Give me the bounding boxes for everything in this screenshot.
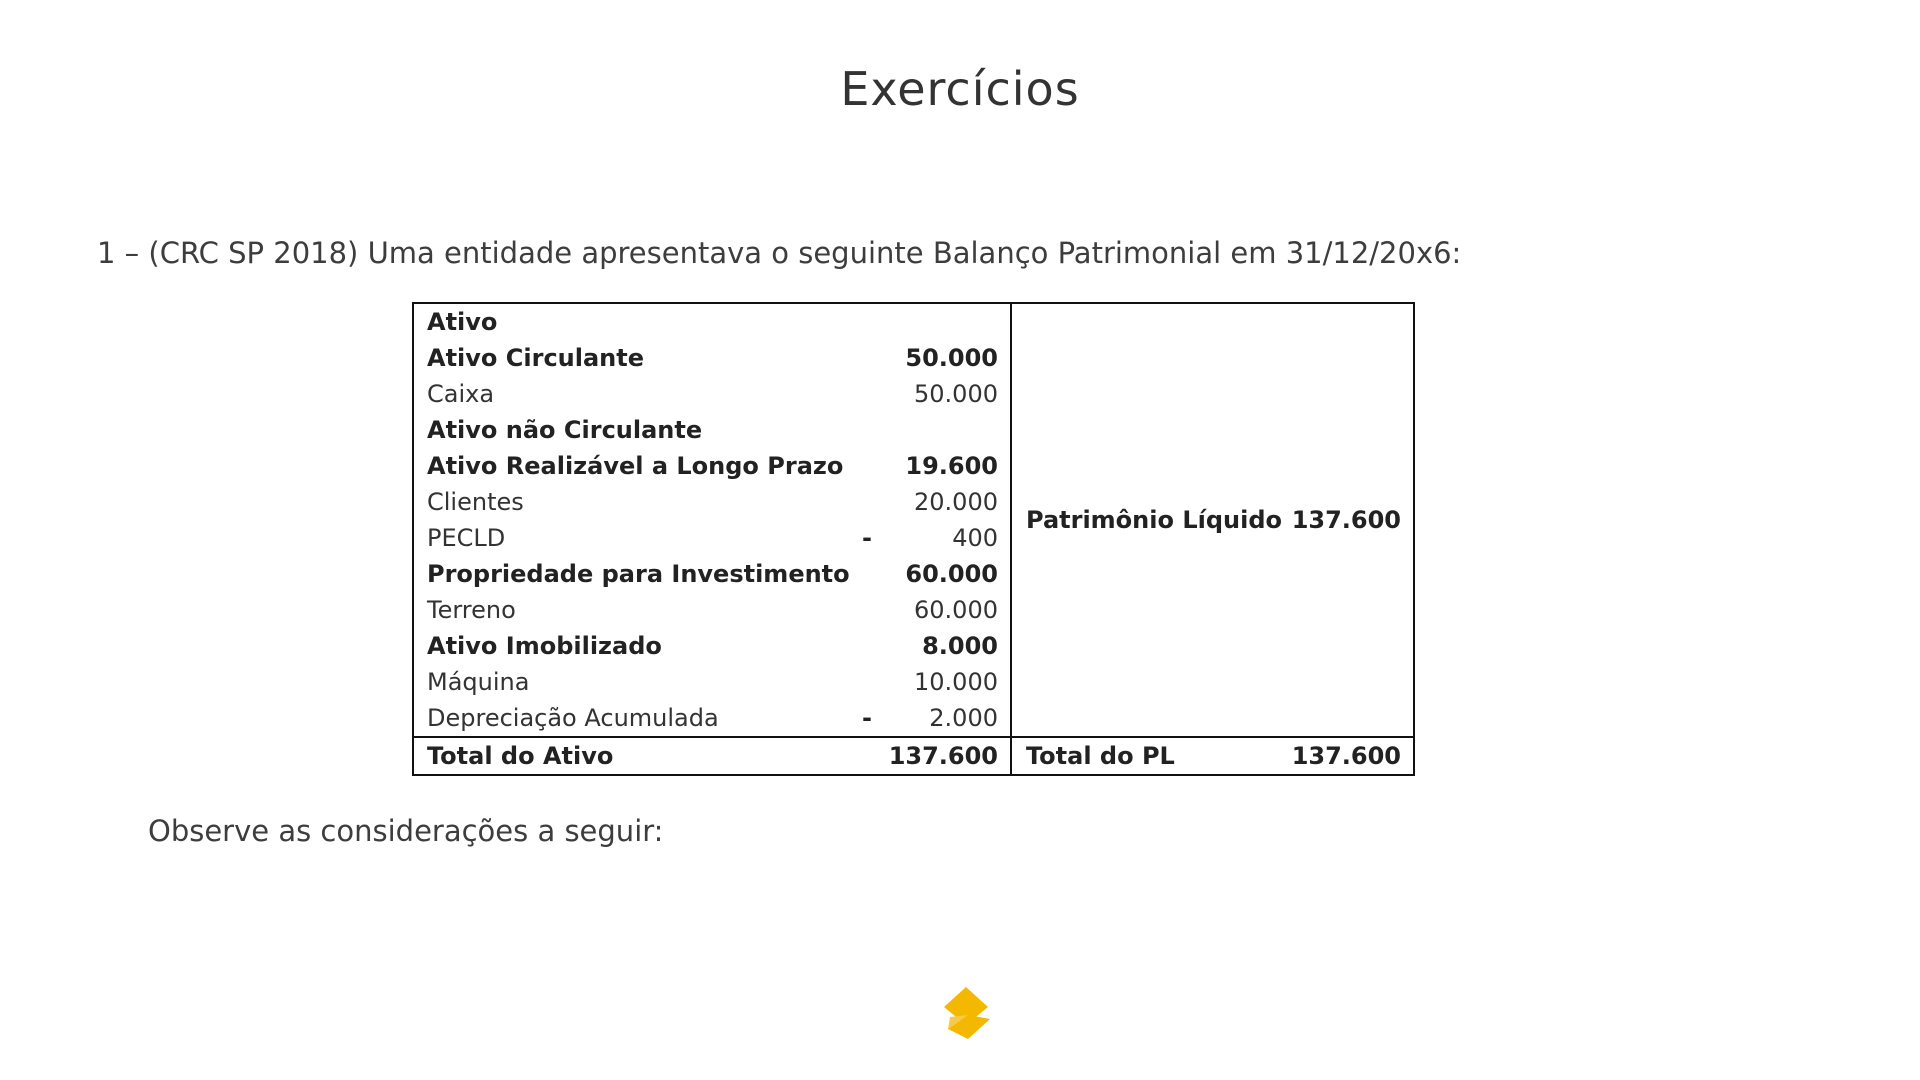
row-sign xyxy=(851,556,883,592)
row-sign xyxy=(851,448,883,484)
row-value: 60.000 xyxy=(883,556,1011,592)
row-value: 60.000 xyxy=(883,592,1011,628)
row-value: 2.000 xyxy=(883,700,1011,737)
table-row xyxy=(413,303,1414,340)
total-pl-label: Total do PL xyxy=(1011,737,1290,775)
question-text: 1 – (CRC SP 2018) Uma entidade apresentava o seguinte Balanço Patrimonial em 31/12/20x6: xyxy=(97,236,1462,270)
row-label: Ativo xyxy=(413,303,851,340)
total-assets-sign xyxy=(851,737,883,775)
row-label: Caixa xyxy=(413,376,851,412)
diamond-logo-icon xyxy=(938,985,994,1041)
row-label: PECLD xyxy=(413,520,851,556)
row-label: Depreciação Acumulada xyxy=(413,700,851,737)
row-value: 19.600 xyxy=(883,448,1011,484)
row-label: Ativo Imobilizado xyxy=(413,628,851,664)
row-sign xyxy=(851,664,883,700)
equity-label: Patrimônio Líquido xyxy=(1011,303,1290,737)
row-sign: - xyxy=(862,524,872,552)
row-value xyxy=(883,303,1011,340)
row-sign: - xyxy=(862,704,872,732)
row-label: Ativo não Circulante xyxy=(413,412,851,448)
row-sign xyxy=(851,628,883,664)
row-label: Clientes xyxy=(413,484,851,520)
row-value: 20.000 xyxy=(883,484,1011,520)
row-value: 8.000 xyxy=(883,628,1011,664)
row-label: Ativo Circulante xyxy=(413,340,851,376)
row-sign xyxy=(851,484,883,520)
totals-row xyxy=(413,737,1414,775)
row-sign xyxy=(851,303,883,340)
row-sign xyxy=(851,376,883,412)
row-sign xyxy=(851,592,883,628)
total-assets-value: 137.600 xyxy=(883,737,1011,775)
row-sign xyxy=(851,340,883,376)
total-assets-label: Total do Ativo xyxy=(413,737,851,775)
row-value: 400 xyxy=(883,520,1011,556)
note-text: Observe as considerações a seguir: xyxy=(148,814,664,848)
page-title: Exercícios xyxy=(840,62,1080,116)
row-label: Máquina xyxy=(413,664,851,700)
row-label: Terreno xyxy=(413,592,851,628)
total-pl-value: 137.600 xyxy=(1290,737,1414,775)
row-value: 10.000 xyxy=(883,664,1011,700)
row-label: Propriedade para Investimento xyxy=(413,556,851,592)
row-value xyxy=(883,412,1011,448)
row-label: Ativo Realizável a Longo Prazo xyxy=(413,448,851,484)
row-sign xyxy=(851,412,883,448)
row-value: 50.000 xyxy=(883,340,1011,376)
equity-value: 137.600 xyxy=(1290,303,1414,737)
row-value: 50.000 xyxy=(883,376,1011,412)
balance-sheet-table xyxy=(412,302,1415,776)
